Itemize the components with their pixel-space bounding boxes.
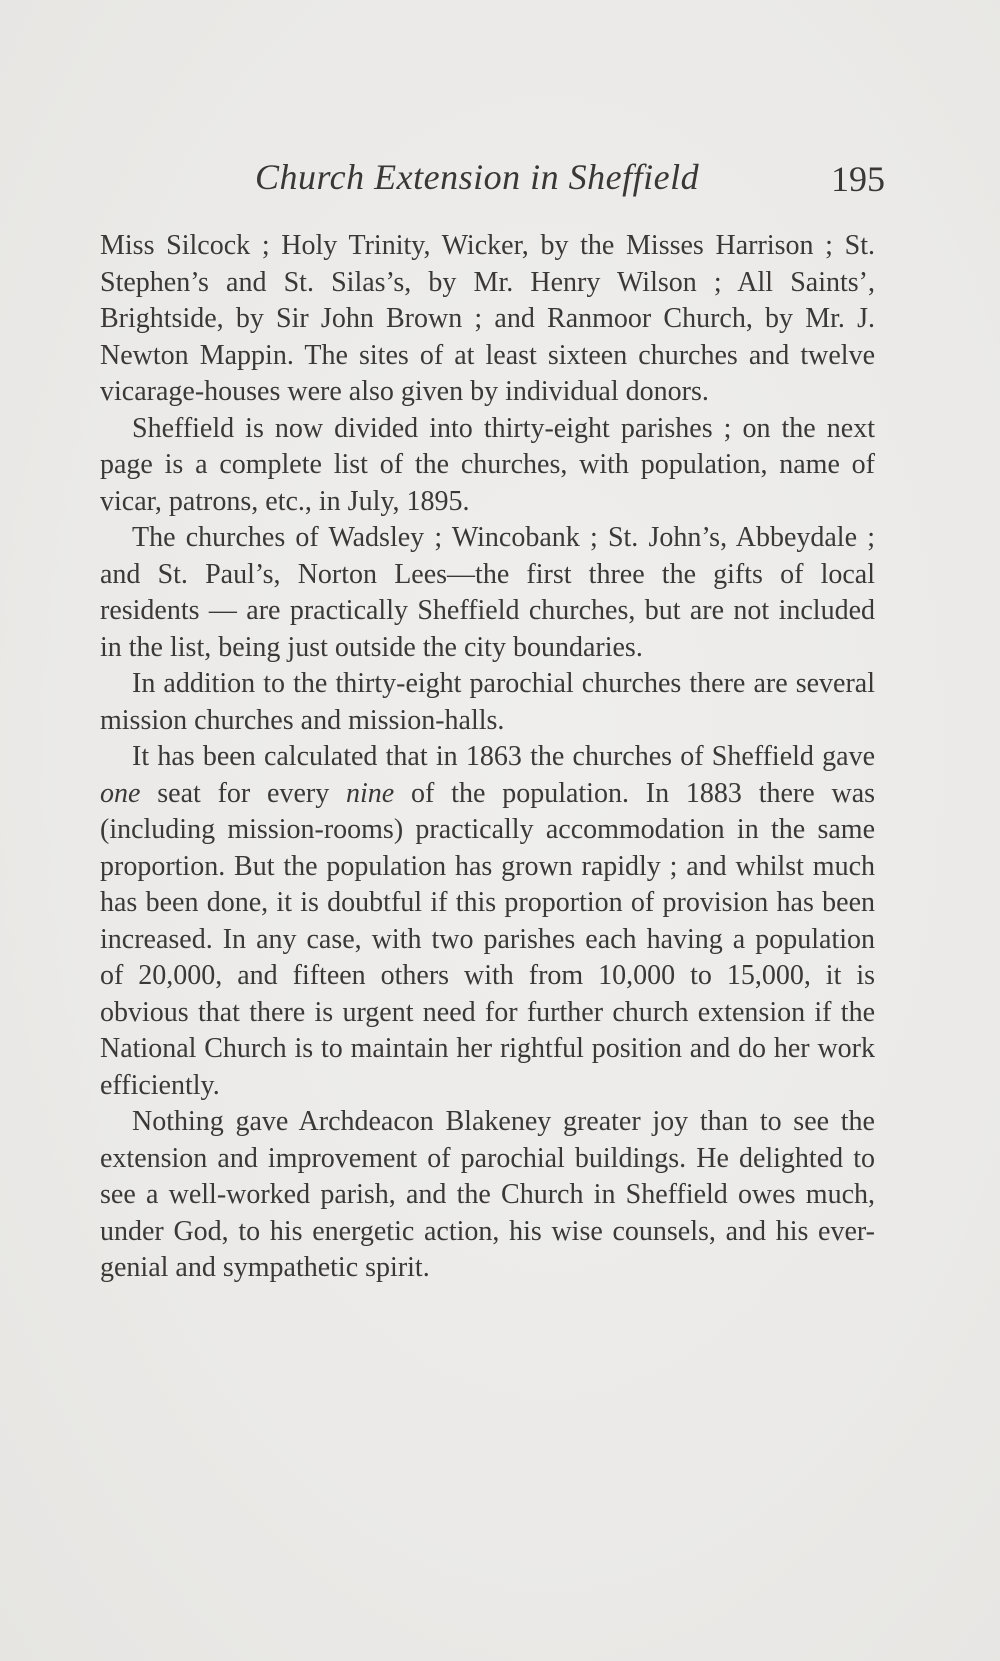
paragraph-5-part-c: of the population. In 1883 there was (including mission-rooms) practically accommodation in the same proportion. But the population has grown rapidly ; and whilst much has been done, it is doubtful if this proportion of provision has been increased. In any case, with two parishes each having a population of 20,000, and fifteen others with from 10,000 to 15,000, it is obvious that there is urgent need for further church extension if the National Church is to maintain her rightful position and do her work efficiently. [100,777,876,1101]
emphasis-nine: nine [346,777,395,809]
paragraph-2: Sheffield is now divided into thirty-eight parishes ; on the next page is a complete list of the churches, with population, name of vicar, patrons, etc., in July, 1895. [100,412,875,517]
paragraph-4: In addition to the thirty-eight parochial churches there are several mission churches and mission-halls. [100,668,875,736]
page-number: 195 [831,159,885,199]
emphasis-one: one [100,777,141,809]
running-title: Church Extension in Sheffield [255,157,700,197]
paragraph-3: The churches of Wadsley ; Wincobank ; St. John’s, Abbeydale ; and St. Paul’s, Norton Lees—the first three the gifts of local residents — are practically Sheffield churches, but are not included in the list, being just outside the city boundaries. [100,522,875,663]
paragraph-5 [100,739,875,1104]
paragraph-6: Nothing gave Archdeacon Blakeney greater joy than to see the extension and improvement of parochial buildings. He delighted to see a well-worked parish, and the Church in Sheffield owes much, under God, to his energetic action, his wise counsels, and his ever-genial and sympathetic spirit. [100,1106,875,1283]
body-text [100,228,875,1287]
paragraph-5-part-b: seat for every [140,777,347,809]
page-header [100,150,885,200]
paragraph-1: Miss Silcock ; Holy Trinity, Wicker, by the Misses Harrison ; St. Stephen’s and St. Silas’s, by Mr. Henry Wilson ; All Saints’, Brightside, by Sir John Brown ; and Ranmoor Church, by Mr. J. Newton Mappin. The sites of at least sixteen churches and twelve vicarage-houses were also given by individual donors. [100,230,875,407]
paragraph-5-part-a: It has been calculated that in 1863 the churches of Sheffield gave [132,741,875,772]
